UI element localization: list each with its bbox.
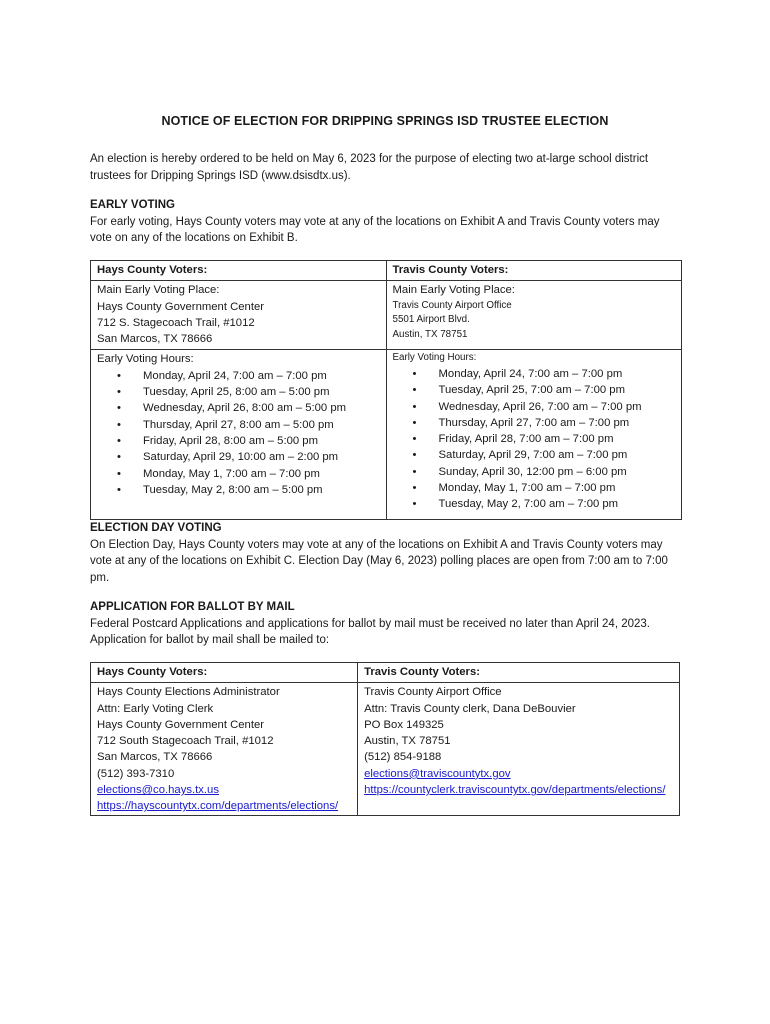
hays-mail-header: Hays County Voters: [97,666,208,678]
list-item: • Saturday, April 29, 7:00 am – 7:00 pm [411,447,678,463]
list-item: • Monday, April 24, 7:00 am – 7:00 pm [411,366,678,382]
hays-mail-line: Attn: Early Voting Clerk [97,702,214,715]
travis-mail-line: (512) 854-9188 [364,751,442,764]
travis-mail-line: Austin, TX 78751 [364,735,451,748]
list-item: • Tuesday, April 25, 7:00 am – 7:00 pm [411,382,678,398]
hays-mail-line: 712 South Stagecoach Trail, #1012 [97,735,274,748]
election-day-text: On Election Day, Hays County voters may vote at any of the locations on Exhibit A and Travis County voters may vote at any of the locations on Exhibit C. Election Day (May 6, 2023) polling places are open from 7:00 am to 7:00 pm. [90,538,668,584]
list-item: • Thursday, April 27, 8:00 am – 5:00 pm [115,417,382,433]
hays-mail-line: Hays County Elections Administrator [97,686,280,699]
hays-early-header: Hays County Voters: [97,264,208,276]
travis-address-line: 5501 Airport Blvd. [392,314,470,326]
list-item: • Wednesday, April 26, 7:00 am – 7:00 pm [411,399,678,415]
list-item: • Monday, May 1, 7:00 am – 7:00 pm [411,480,678,496]
early-voting-section [90,197,680,247]
election-day-section [90,520,680,586]
ballot-by-mail-table [90,662,680,816]
travis-early-place-cell [386,281,682,350]
travis-mail-line: Attn: Travis County clerk, Dana DeBouvier [364,702,576,715]
hays-mail-line: Hays County Government Center [97,718,265,731]
list-item: • Monday, May 1, 7:00 am – 7:00 pm [115,466,382,482]
travis-mail-header-cell [358,663,680,683]
list-item: • Friday, April 28, 8:00 am – 5:00 pm [115,433,382,449]
hays-early-hours-cell [91,350,387,519]
hays-early-header-cell [91,261,387,281]
early-voting-heading: EARLY VOTING [90,199,175,211]
travis-website-link[interactable]: https://countyclerk.traviscountytx.gov/departments/elections/ [364,784,666,797]
ballot-by-mail-text: Federal Postcard Applications and applications for ballot by mail must be received no later than April 24, 2023. Application for ballot by mail shall be mailed to: [90,617,650,646]
travis-early-header: Travis County Voters: [392,264,509,276]
hays-mail-line: San Marcos, TX 78666 [97,751,213,764]
travis-email-link[interactable]: elections@traviscountytx.gov [364,767,511,780]
list-item: • Monday, April 24, 7:00 am – 7:00 pm [115,368,382,384]
list-item: • Sunday, April 30, 12:00 pm – 6:00 pm [411,464,678,480]
ballot-by-mail-heading: APPLICATION FOR BALLOT BY MAIL [90,601,295,613]
hays-address-line: 712 S. Stagecoach Trail, #1012 [97,316,255,329]
list-item: • Tuesday, May 2, 7:00 am – 7:00 pm [411,496,678,512]
travis-mail-header: Travis County Voters: [364,666,480,678]
travis-main-place-label: Main Early Voting Place: [392,284,515,297]
hays-early-place-cell [91,281,387,350]
travis-mail-address-cell [358,683,680,815]
travis-early-hours-cell [386,350,682,519]
list-item: • Tuesday, May 2, 8:00 am – 5:00 pm [115,482,382,498]
early-voting-text: For early voting, Hays County voters may vote at any of the locations on Exhibit A and Travis County voters may vote on any of the locations on Exhibit B. [90,215,660,244]
hays-mail-address-cell [91,683,358,815]
list-item: • Saturday, April 29, 10:00 am – 2:00 pm [115,449,382,465]
hays-address-line: Hays County Government Center [97,300,265,313]
travis-mail-line: PO Box 149325 [364,718,444,731]
travis-address-line: Austin, TX 78751 [392,328,468,340]
hays-website-link[interactable]: https://hayscountytx.com/departments/elections/ [97,800,339,813]
list-item: • Friday, April 28, 7:00 am – 7:00 pm [411,431,678,447]
hays-mail-header-cell [91,663,358,683]
travis-mail-line: Travis County Airport Office [364,686,502,699]
list-item: • Thursday, April 27, 7:00 am – 7:00 pm [411,415,678,431]
travis-hours-label: Early Voting Hours: [392,352,477,364]
hays-main-place-label: Main Early Voting Place: [97,284,220,297]
intro-paragraph: An election is hereby ordered to be held on May 6, 2023 for the purpose of electing two at-large school district trustees for Dripping Springs ISD (www.dsisdtx.us). [90,153,649,182]
hays-mail-line: (512) 393-7310 [97,767,175,780]
ballot-by-mail-section [90,599,680,649]
election-day-heading: ELECTION DAY VOTING [90,522,222,534]
early-voting-table [90,260,682,520]
hays-address-line: San Marcos, TX 78666 [97,333,213,346]
page-title: NOTICE OF ELECTION FOR DRIPPING SPRINGS ISD TRUSTEE ELECTION [161,114,609,128]
hays-email-link[interactable]: elections@co.hays.tx.us [97,784,219,797]
hays-hours-label: Early Voting Hours: [97,353,194,366]
travis-address-line: Travis County Airport Office [392,299,512,311]
travis-hours-list [393,366,678,517]
hays-hours-list [97,368,382,502]
list-item: • Tuesday, April 25, 8:00 am – 5:00 pm [115,384,382,400]
travis-early-header-cell [386,261,682,281]
list-item: • Wednesday, April 26, 8:00 am – 5:00 pm [115,400,382,416]
